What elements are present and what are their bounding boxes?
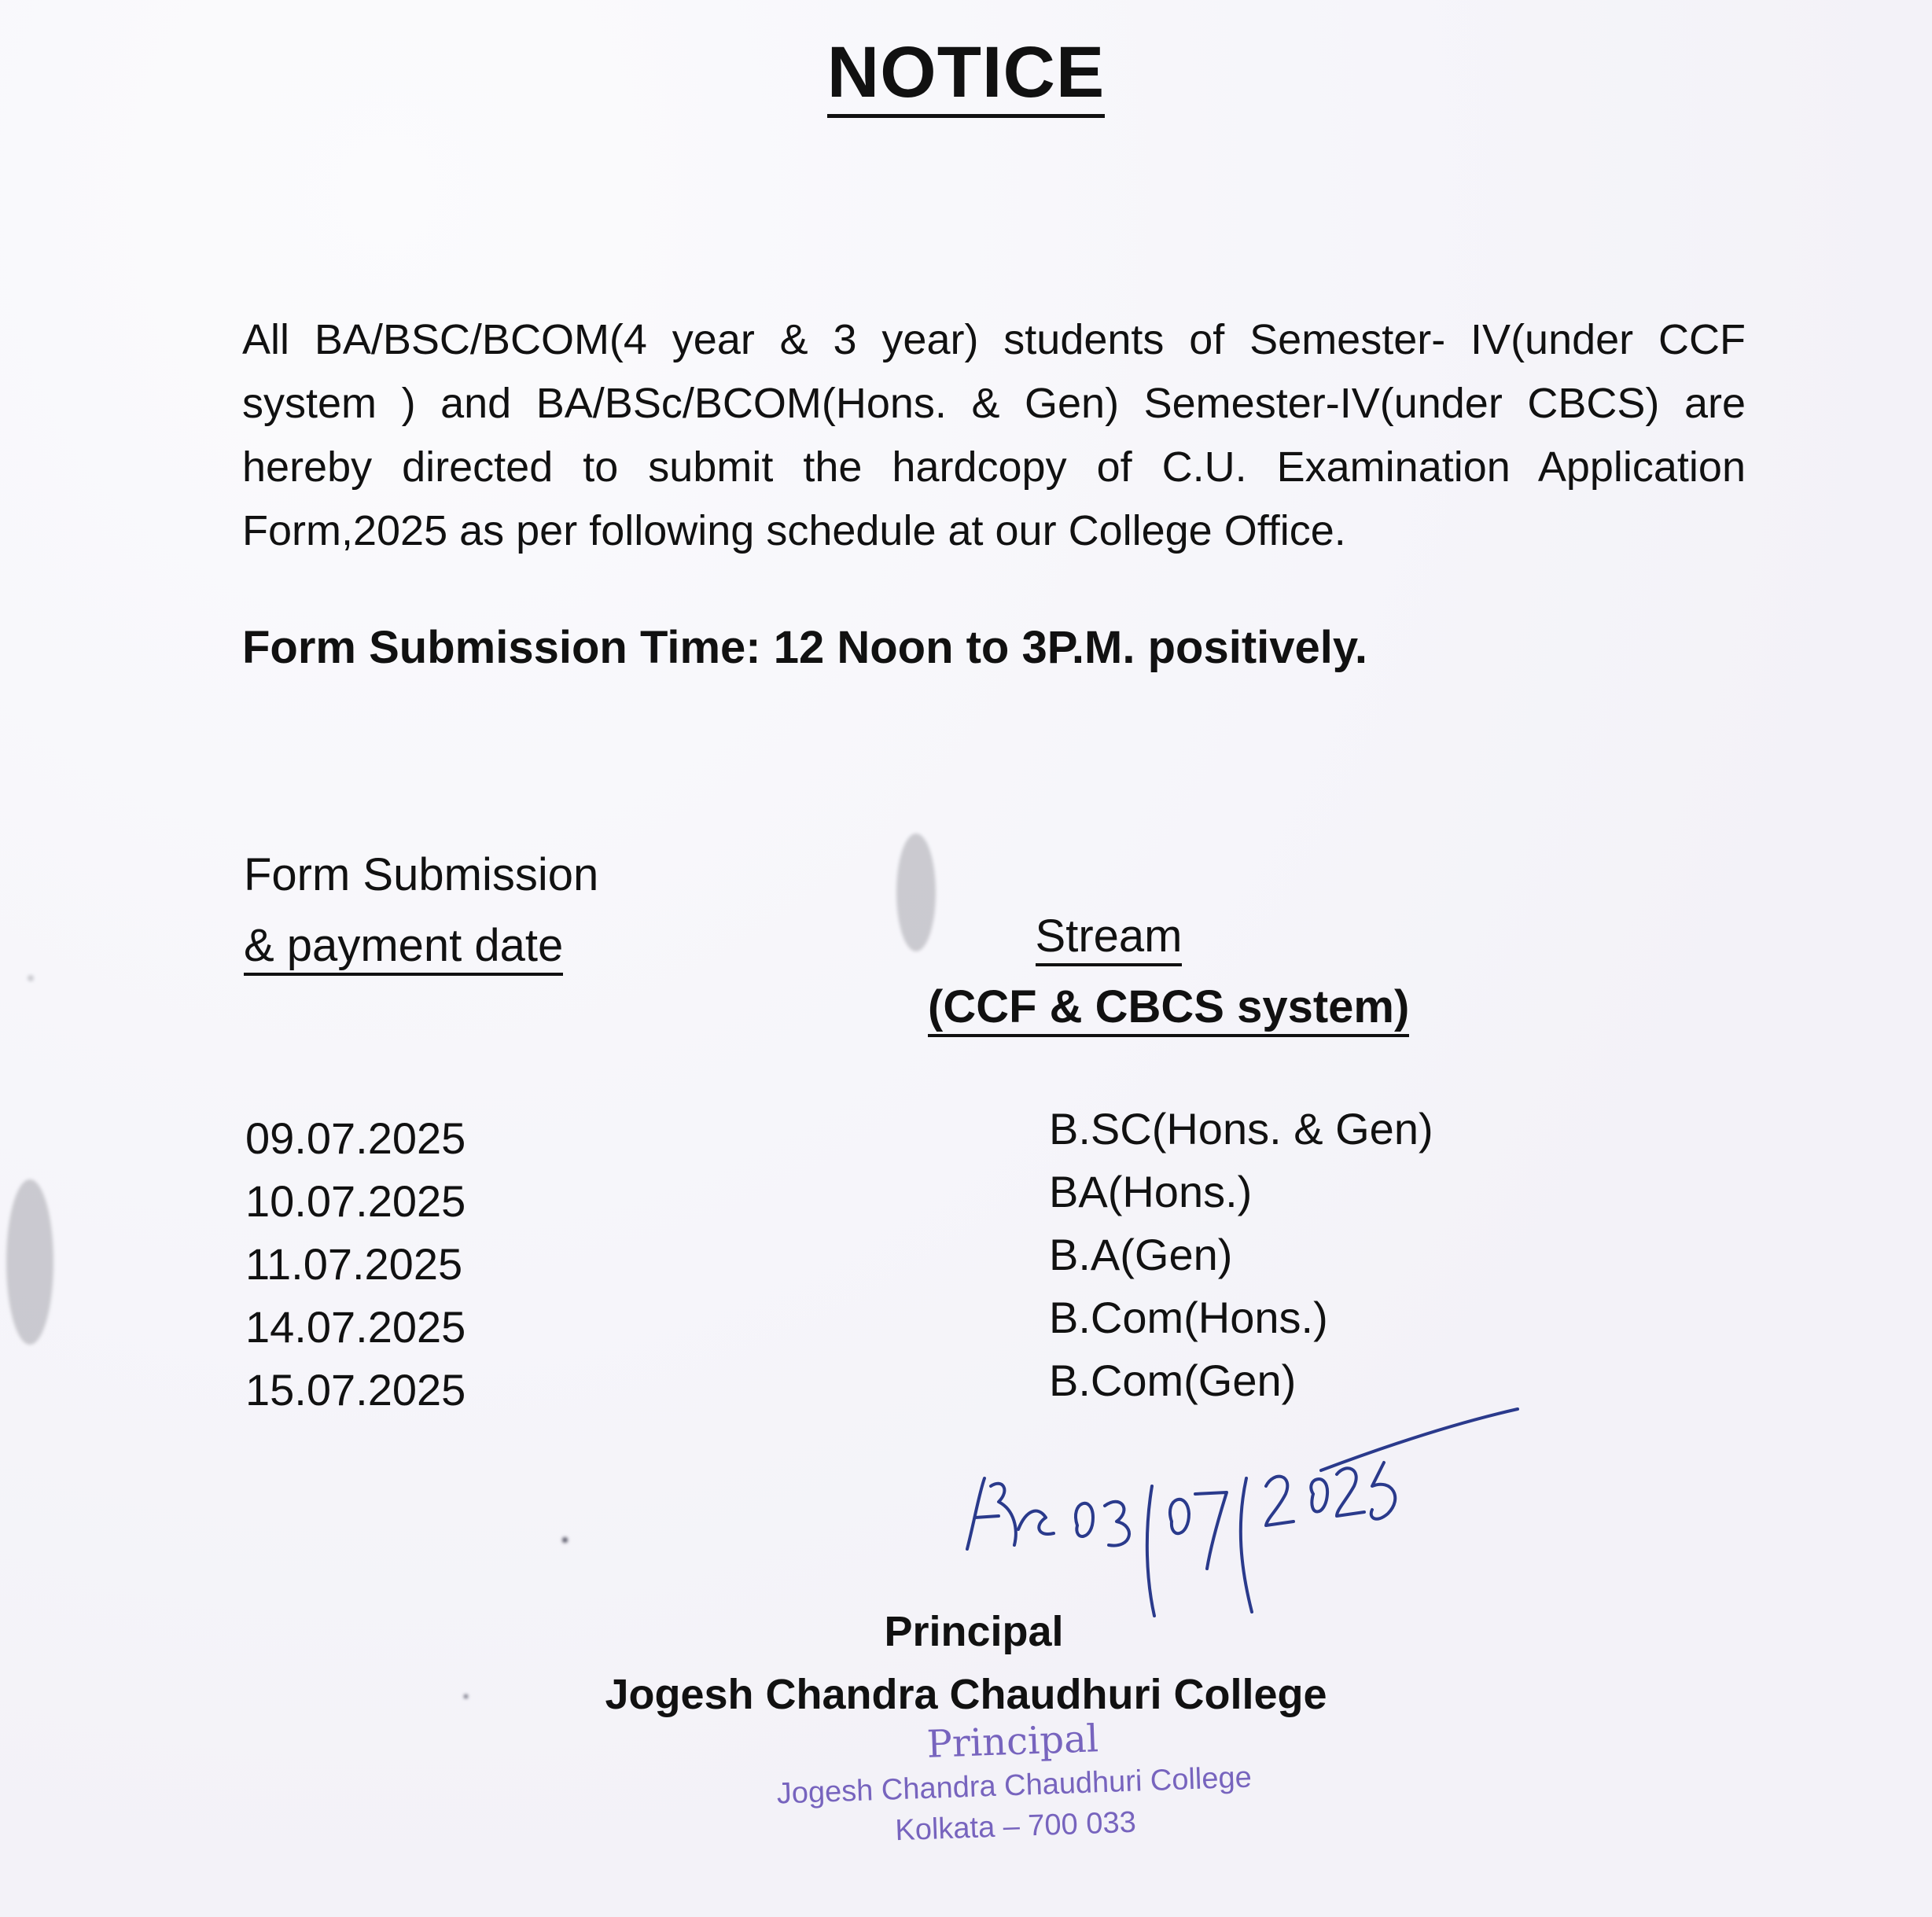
schedule-date: 09.07.2025 — [245, 1113, 466, 1163]
date-list — [245, 1107, 466, 1422]
signatory-institution: Jogesh Chandra Chaudhuri College — [605, 1671, 1327, 1718]
schedule-stream: B.Com(Hons.) — [1049, 1293, 1328, 1342]
date-header-line1: Form Submission — [244, 849, 599, 900]
signatory-block — [0, 1600, 1932, 1726]
schedule-date: 15.07.2025 — [245, 1365, 466, 1415]
schedule-stream: BA(Hons.) — [1049, 1167, 1253, 1216]
date-header-line2: & payment date — [244, 920, 563, 976]
ink-smudge — [6, 1179, 53, 1345]
stream-column-header — [928, 901, 1410, 1043]
schedule-date: 14.07.2025 — [245, 1302, 466, 1352]
stamp-title: Principal — [926, 1716, 1099, 1767]
stream-header-line2: (CCF & CBCS system) — [928, 981, 1409, 1037]
schedule-date: 10.07.2025 — [245, 1176, 466, 1226]
schedule-date: 11.07.2025 — [245, 1239, 463, 1289]
stamp-institution: Jogesh Chandra Chaudhuri College — [776, 1761, 1253, 1811]
schedule-stream: B.Com(Gen) — [1049, 1356, 1297, 1405]
stream-header-line1: Stream — [1036, 911, 1183, 966]
date-column-header — [244, 840, 598, 981]
notice-title: NOTICE — [0, 31, 1932, 118]
official-stamp — [737, 1709, 1292, 1873]
schedule-stream: B.SC(Hons. & Gen) — [1049, 1104, 1433, 1154]
stamp-address: Kolkata – 700 033 — [894, 1805, 1137, 1848]
schedule-stream: B.A(Gen) — [1049, 1230, 1233, 1279]
notice-body: All BA/BSC/BCOM(4 year & 3 year) students of Semester- IV(under CCF system ) and BA/BSc/BCOM(Hons. & Gen) Semester-IV(under CBCS) are hereby directed to submit the hardcopy of C.U. Examination Application Form,2025 as per following schedule at our College Office. — [242, 316, 1746, 554]
stream-list — [1049, 1098, 1433, 1412]
signatory-title: Principal — [884, 1608, 1064, 1655]
ink-speck — [562, 1537, 568, 1543]
submission-time: Form Submission Time: 12 Noon to 3P.M. positively. — [242, 622, 1367, 673]
ink-speck — [28, 975, 34, 981]
